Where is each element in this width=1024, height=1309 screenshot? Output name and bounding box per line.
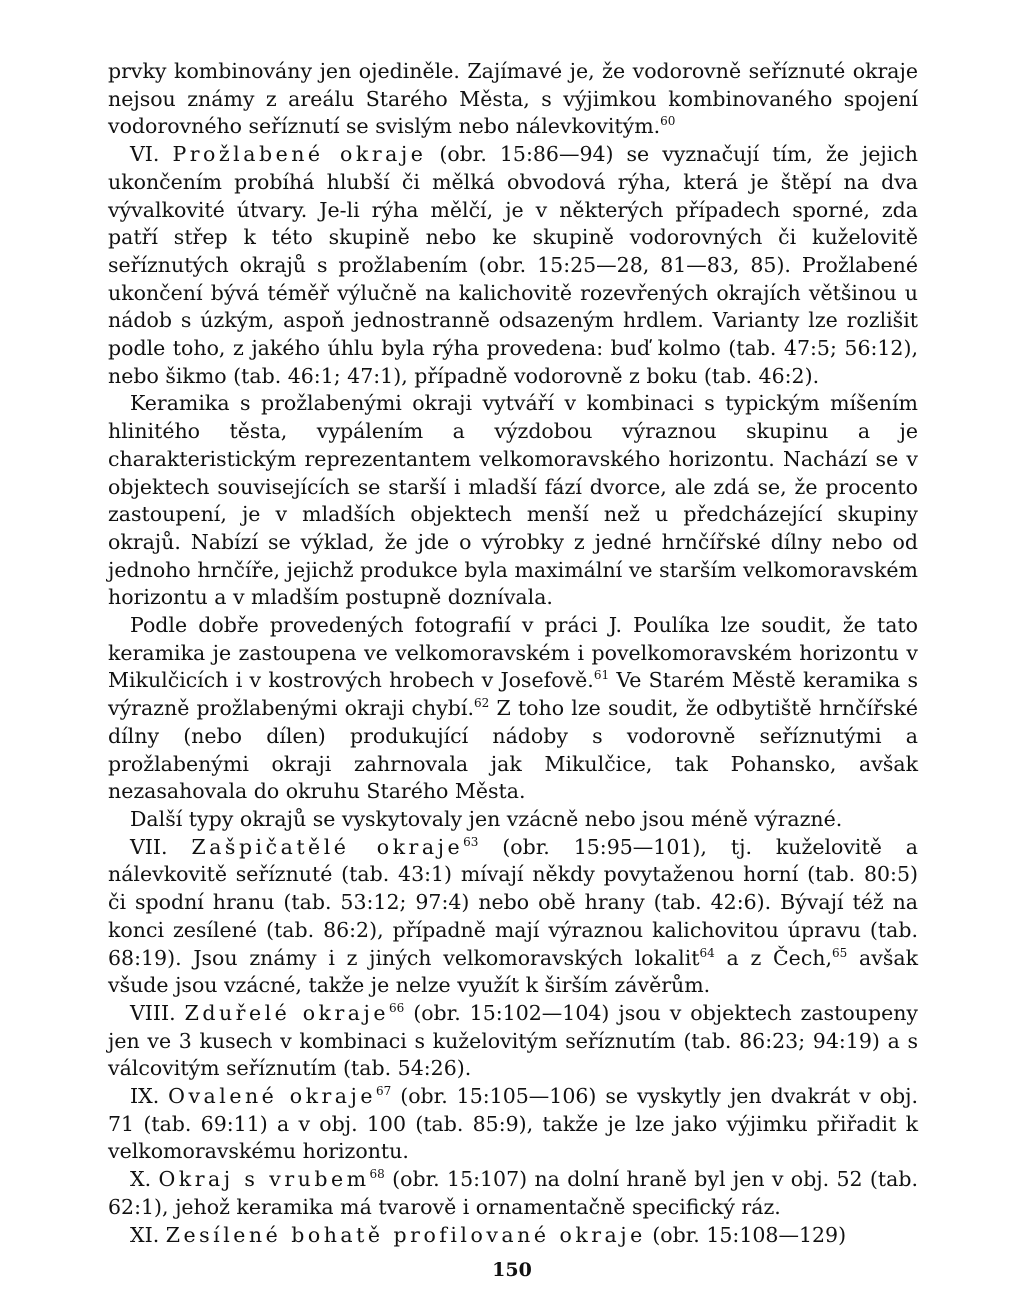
paragraph-5: Další typy okrajů se vyskytovaly jen vzácně nebo jsou méně výrazné. xyxy=(130,806,843,831)
page-text xyxy=(108,58,918,1249)
section-term: Zesílené bohatě profilované okraje xyxy=(165,1222,646,1247)
footnote-ref: 66 xyxy=(388,1000,405,1015)
section-term: Zašpičatělé okraje xyxy=(191,834,464,859)
section-term: Prožlabené okraje xyxy=(172,142,427,167)
page-number: 150 xyxy=(492,1259,532,1281)
footnote-ref: 67 xyxy=(376,1084,392,1099)
section-term: Ovalené okraje xyxy=(168,1084,376,1109)
section-term: Okraj s vrubem xyxy=(158,1167,370,1192)
footnote-ref: 64 xyxy=(699,945,715,960)
paragraph-section-x: X. Okraj s vrubem$^{68}$ (obr. 15:107) na dolní hraně byl jen v obj. 52 (tab. 62:1), jehož keramika má tvarově i ornamentačně specifický ráz. xyxy=(108,1167,918,1219)
paragraph-section-vi: VI. Prožlabené okraje (obr. 15:86—94) se vyznačují tím, že jejich ukončením probíhá hlubší či mělká obvodová rýha, která je štěpí na dva vývalkovité útvary. Je-li rýha mělčí, je v některých případech sporné, zda patří střep k této skupině nebo ke skupině vodorovných či kuželovitě seříznutých okrajů s prožlabením (obr. 15:25—28, 81—83, 85). Prožlabené ukončení bývá téměř výlučně na kalichovitě rozevřených okrajích většinou u nádob s úzkým, aspoň jednostranně odsazeným hrdlem. Varianty lze rozlišit podle toho, z jakého úhlu byla rýha provedena: buď kolmo (tab. 47:5; 56:12), nebo šikmo (tab. 46:1; 47:1), případně vodorovně z boku (tab. 46:2). xyxy=(108,142,918,388)
footnote-ref: 62 xyxy=(474,696,490,711)
paragraph-section-vii: VII. Zašpičatělé okraje$^{63}$ (obr. 15:95—101), tj. kuželovitě a nálevkovitě seříznuté (tab. 43:1) mívají někdy povytaženou horní (tab. 80:5) či spodní hranu (tab. 53:12; 97:4) nebo obě hrany (tab. 42:6). Bývají též na konci zesílené (tab. 86:2), případně mají výraznou kalichovitou úpravu (tab. 68:19). Jsou známy i z jiných velkomoravských lokalit$^{64}$ a z Čech,$^{65}$ avšak všude jsou vzácné, takže je nelze využít k širším závěrům. xyxy=(108,834,918,998)
footnote-ref: 63 xyxy=(463,834,479,849)
footnote-ref: 60 xyxy=(660,114,676,129)
paragraph-section-ix: IX. Ovalené okraje$^{67}$ (obr. 15:105—106) se vyskytly jen dvakrát v obj. 71 (tab. 69:11) a v obj. 100 (tab. 85:9), takže je lze jako výjimku přiřadit k velkomoravskému horizontu. xyxy=(108,1084,918,1164)
paragraph-section-xi: XI. Zesílené bohatě profilované okraje (obr. 15:108—129) xyxy=(130,1222,847,1247)
footnote-ref: 68 xyxy=(369,1167,385,1182)
paragraph-4: Podle dobře provedených fotografií v práci J. Poulíka lze soudit, že tato keramika je zastoupena ve velkomoravském i povelkomoravském horizontu v Mikulčicích i v kostrových hrobech v Josefově.$^{61}$ Ve Starém Městě keramika s výrazně prožlabenými okraji chybí.$^{62}$ Z toho lze soudit, že odbytiště hrnčířské dílny (nebo dílen) produkující nádoby s vodorovně seříznutými a prožlabenými okraji zahrnovala jak Mikulčice, tak Pohansko, avšak nezasahovala do okruhu Starého Města. xyxy=(108,613,919,804)
paragraph-section-viii: VIII. Zduřelé okraje$^{66}$ (obr. 15:102—104) jsou v objektech zastoupeny jen ve 3 kusech v kombinaci s kuželovitým seříznutím (tab. 86:23; 94:19) a s válcovitým seříznutím (tab. 54:26). xyxy=(108,1000,918,1081)
footnote-ref: 65 xyxy=(832,945,848,960)
paragraph-1: prvky kombinovány jen ojediněle. Zajímavé je, že vodorovně seříznuté okraje nejsou známy z areálu Starého Města, s výjimkou kombinovaného spojení vodorovného seříznutí se svislým nebo nálevkovitým.$^{60}$ xyxy=(108,59,918,139)
footnote-ref: 61 xyxy=(593,668,610,683)
section-term: Zduřelé okraje xyxy=(184,1000,389,1025)
paragraph-3: Keramika s prožlabenými okraji vytváří v kombinaci s typickým míšením hlinitého těsta, vypálením a výzdobou výraznou skupinu a je charakteristickým reprezentantem velkomoravského horizontu. Nachází se v objektech souvisejících se starší i mladší fází dvorce, ale zdá se, že procento zastoupení, je v mladších objektech menší než u předcházející skupiny okrajů. Nabízí se výklad, že jde o výrobky z jedné hrnčířské dílny nebo od jednoho hrnčíře, jejichž produkce byla maximální ve starším velkomoravském horizontu a v mladším postupně doznívala. xyxy=(108,391,918,610)
